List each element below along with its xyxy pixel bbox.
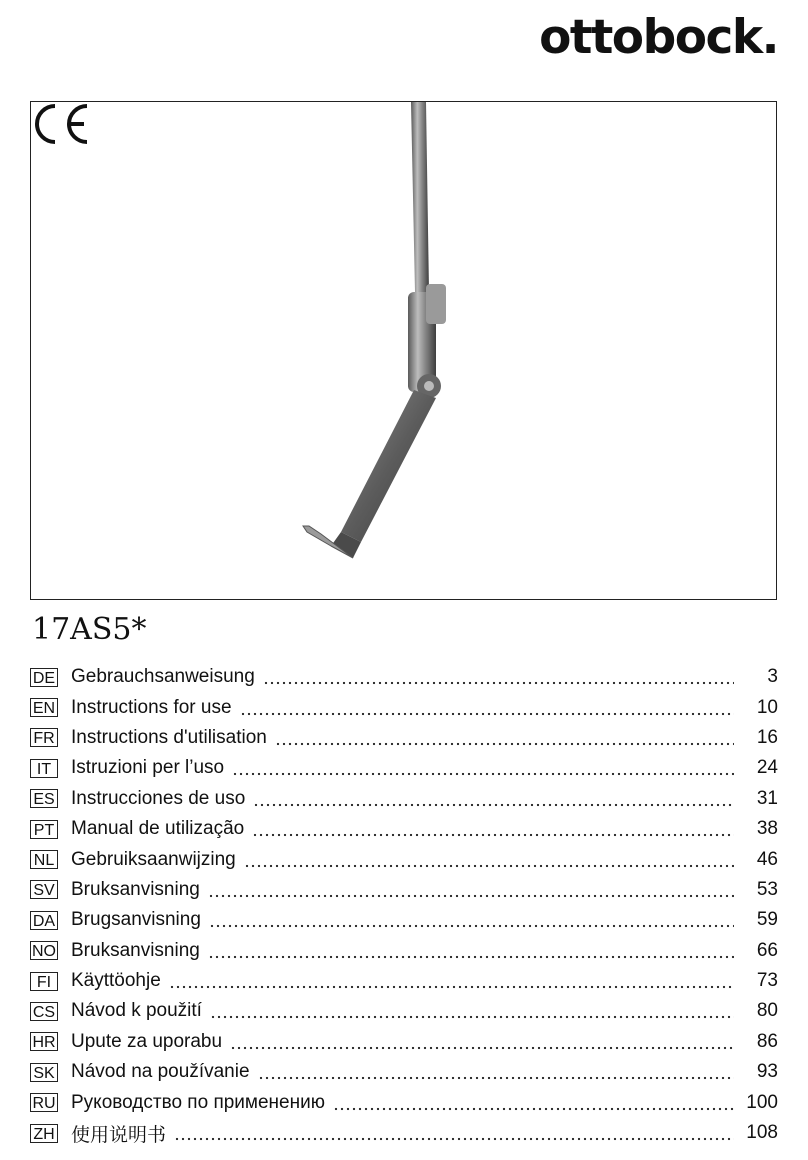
toc-page-number: 16 [756,726,778,748]
language-code-badge: IT [30,759,58,778]
toc-page-number: 31 [756,787,778,809]
dot-leader [333,1106,734,1112]
toc-row-sk[interactable] [30,1057,778,1087]
product-photo [30,101,777,600]
toc-entry-label[interactable]: Istruzioni per l’uso [71,757,225,779]
toc-page-number: 53 [756,878,778,900]
dot-leader [263,680,734,686]
toc-entry-label[interactable]: Instructions for use [71,696,232,718]
dot-leader [252,832,734,838]
language-code-badge: FR [30,728,58,747]
language-code-badge: RU [30,1093,58,1112]
toc-entry-label[interactable]: Instructions d'utilisation [71,726,267,748]
language-code-badge: SV [30,880,58,899]
dot-leader [275,741,734,747]
toc-row-zh[interactable] [30,1118,778,1148]
toc-row-it[interactable] [30,753,778,783]
toc-entry-label[interactable]: Руководство по применению [71,1091,325,1113]
toc-row-fr[interactable] [30,723,778,753]
toc-row-hr[interactable] [30,1027,778,1057]
toc-row-nl[interactable] [30,844,778,874]
toc-row-cs[interactable] [30,996,778,1026]
dot-leader [232,771,734,777]
toc-page-number: 108 [746,1122,778,1144]
language-code-badge: ZH [30,1124,58,1143]
language-code-badge: PT [30,820,58,839]
language-code-badge: EN [30,698,58,717]
language-code-badge: DA [30,911,58,930]
orthosis-bar-illustration [31,102,778,601]
toc-row-da[interactable] [30,905,778,935]
toc-page-number: 100 [746,1091,778,1113]
toc-entry-label[interactable]: Upute za uporabu [71,1030,223,1052]
toc-row-pt[interactable] [30,814,778,844]
ce-mark-icon [31,102,91,146]
toc-entry-label[interactable]: Gebruiksaanwijzing [71,848,236,870]
dot-leader [169,984,734,990]
toc-entry-label[interactable]: Bruksanvisning [71,939,200,961]
toc-page-number: 59 [756,909,778,931]
toc-row-es[interactable] [30,784,778,814]
toc-page-number: 10 [756,696,778,718]
dot-leader [240,711,734,717]
toc-entry-label[interactable]: Bruksanvisning [71,878,200,900]
toc-entry-label[interactable]: Návod na používanie [71,1061,250,1083]
dot-leader [208,893,734,899]
language-code-badge: NO [32,943,56,961]
dot-leader [244,863,734,869]
dot-leader [230,1045,734,1051]
toc-row-sv[interactable] [30,875,778,905]
toc-page-number: 73 [756,970,778,992]
language-code-badge: DE [30,668,58,687]
product-title: 17AS5* [32,612,147,647]
language-code-badge: FI [30,972,58,991]
dot-leader [209,923,734,929]
toc-page-number: 3 [767,666,778,688]
toc-row-no[interactable] [30,936,778,966]
language-code-badge: NL [30,850,58,869]
ottobock-logo: ottobock. [539,10,778,65]
dot-leader [174,1136,734,1142]
dot-leader [210,1014,734,1020]
toc-row-ru[interactable] [30,1087,778,1117]
toc-page-number: 38 [756,818,778,840]
toc-page-number: 24 [756,757,778,779]
language-code-badge: ES [30,789,58,808]
toc-entry-label[interactable]: 使用说明书 [71,1124,167,1146]
toc-row-de[interactable] [30,662,778,692]
toc-page-number: 93 [756,1061,778,1083]
toc-entry-label[interactable]: Käyttöohje [71,970,161,992]
dot-leader [253,802,734,808]
toc-page-number: 46 [756,848,778,870]
dot-leader [258,1075,734,1081]
toc-entry-label[interactable]: Manual de utilização [71,818,245,840]
toc-row-fi[interactable] [30,966,778,996]
toc-entry-label[interactable]: Brugsanvisning [71,909,201,931]
toc-entry-label[interactable]: Gebrauchsanweisung [71,666,255,688]
toc-page-number: 80 [756,1000,778,1022]
table-of-contents [30,662,778,1148]
language-code-badge: SK [30,1063,58,1082]
toc-page-number: 66 [756,939,778,961]
toc-entry-label[interactable]: Návod k použití [71,1000,202,1022]
language-code-badge: HR [30,1032,58,1051]
toc-row-en[interactable] [30,692,778,722]
dot-leader [208,954,734,960]
toc-page-number: 86 [756,1030,778,1052]
language-code-badge: CS [30,1002,58,1021]
toc-entry-label[interactable]: Instrucciones de uso [71,787,246,809]
